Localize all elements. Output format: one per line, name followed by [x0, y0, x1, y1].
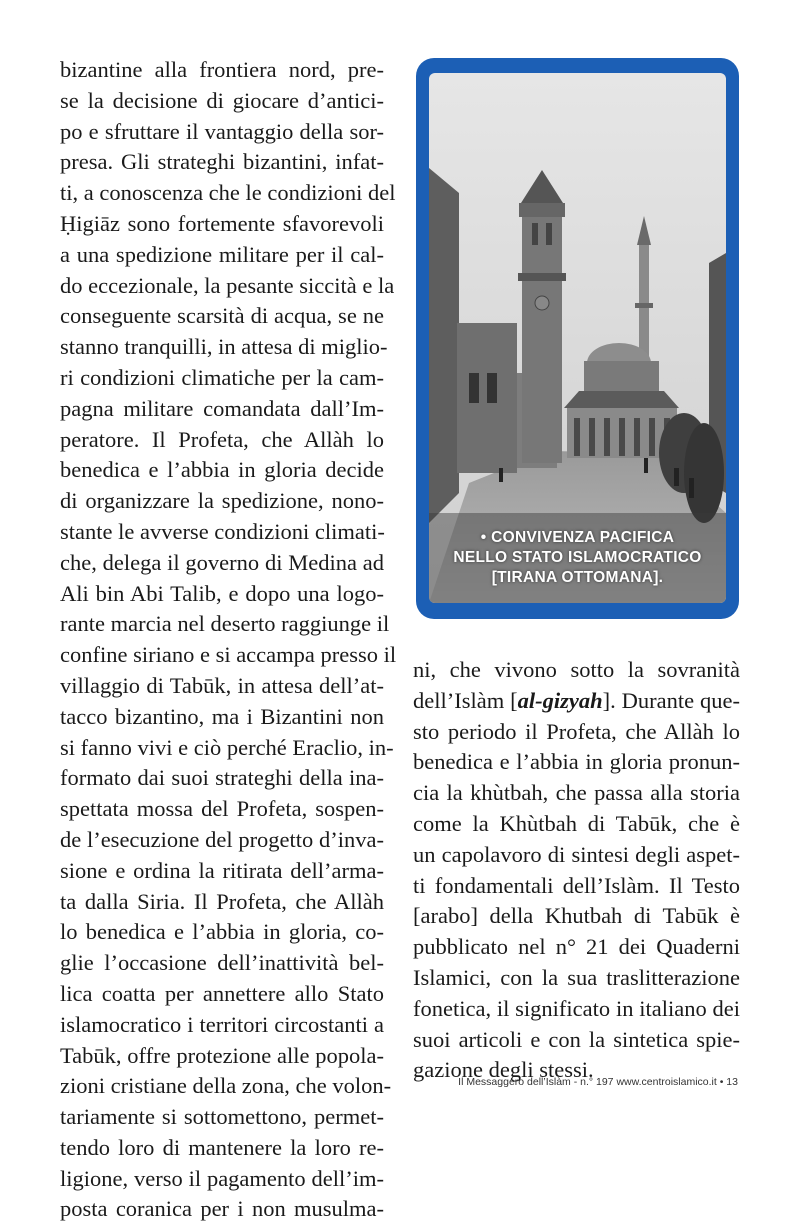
- mosque-street-illustration: [429, 73, 726, 603]
- text-line: se la decisione di giocare d’antici-: [60, 87, 384, 113]
- text-line: po e sfruttare il vantaggio della sor-: [60, 118, 384, 144]
- text-line: Ali bin Abi Talib, e dopo una logo-: [60, 580, 384, 606]
- text-line: ni, che vivono sotto la sovranità: [413, 657, 740, 682]
- text-line: gazione degli stessi.: [413, 1057, 594, 1083]
- text-line: suoi articoli e con la sintetica spie-: [413, 1026, 740, 1052]
- text-line: si fanno vivi e ciò perché Eraclio, in-: [60, 734, 394, 760]
- left-text-column: [60, 55, 397, 1225]
- text-line: ti, a conoscenza che le condizioni del: [60, 180, 396, 206]
- text-line: conseguente scarsità di acqua, se ne: [60, 303, 384, 329]
- text-line: tacco bizantino, ma i Bizantini non: [60, 703, 384, 729]
- text-line: lica coatta per annettere allo Stato: [60, 980, 384, 1006]
- text-line: ti fondamentali dell’Islàm. Il Testo: [413, 872, 740, 898]
- text-line: [413, 686, 740, 717]
- text-line: a una spedizione militare per il cal-: [60, 241, 384, 267]
- caption-line: • CONVIVENZA PACIFICA: [480, 529, 675, 546]
- text-line: stanno tranquilli, in attesa di miglio-: [60, 334, 388, 360]
- text-line: presa. Gli strateghi bizantini, infat-: [60, 149, 384, 175]
- text-line: stante le avverse condizioni climati-: [60, 518, 385, 544]
- text-line: pubblicato nel n° 21 dei Quaderni: [413, 934, 740, 960]
- text-line: bizantine alla frontiera nord, pre-: [60, 57, 384, 82]
- text-line: come la Khùtbah di Tabūk, che è: [413, 810, 740, 836]
- text-line: ligione, verso il pagamento dell’im-: [60, 1165, 384, 1191]
- text-line: tariamente si sottomettono, permet-: [60, 1104, 384, 1130]
- caption-line: [TIRANA OTTOMANA].: [491, 569, 664, 586]
- text-line: [arabo] della Khutbah di Tabūk è: [413, 903, 740, 929]
- text-line: rante marcia nel deserto raggiunge il: [60, 611, 390, 637]
- text-line: islamocratico i territori circostanti a: [60, 1011, 384, 1037]
- historical-photo-tirana: [429, 73, 726, 603]
- text-line: de l’esecuzione del progetto d’inva-: [60, 826, 384, 852]
- text-line: benedica e l’abbia in gloria pronun-: [413, 749, 740, 775]
- text-line: Islamici, con la sua traslitterazione: [413, 964, 740, 990]
- text-line: sto periodo il Profeta, che Allàh lo: [413, 718, 740, 744]
- text-line: formato dai suoi strateghi della ina-: [60, 765, 384, 791]
- photo-caption: [429, 528, 726, 588]
- text-line: Tabūk, offre protezione alle popola-: [60, 1042, 384, 1068]
- text-line: cia la khùtbah, che passa alla storia: [413, 780, 740, 806]
- caption-line: NELLO STATO ISLAMOCRATICO: [453, 549, 702, 566]
- text-line: fonetica, il significato in italiano dei: [413, 995, 740, 1021]
- text-line: confine siriano e si accampa presso il: [60, 642, 397, 668]
- text-fragment: ]. Durante que-: [602, 687, 740, 713]
- photo-frame: [416, 58, 739, 619]
- arabic-term: al-gizyah: [517, 687, 603, 713]
- text-line: glie l’occasione dell’inattività bel-: [60, 950, 384, 976]
- text-line: ta dalla Siria. Il Profeta, che Allàh: [60, 888, 384, 914]
- text-line: do eccezionale, la pesante siccità e la: [60, 272, 395, 298]
- text-line: villaggio di Tabūk, in attesa dell’at-: [60, 672, 384, 698]
- text-line: benedica e l’abbia in gloria decide: [60, 457, 384, 483]
- text-line: ri condizioni climatiche per la cam-: [60, 364, 384, 390]
- text-line: peratore. Il Profeta, che Allàh lo: [60, 426, 384, 452]
- text-line: posta coranica per i non musulma-: [60, 1196, 384, 1222]
- text-line: lo benedica e l’abbia in gloria, co-: [60, 919, 384, 945]
- text-line: pagna militare comandata dall’Im-: [60, 395, 384, 421]
- text-line: di organizzare la spedizione, nono-: [60, 488, 384, 514]
- right-text-column: [413, 655, 740, 1086]
- text-fragment: dell’Islàm [: [413, 687, 518, 713]
- text-line: sione e ordina la ritirata dell’arma-: [60, 857, 384, 883]
- text-line: spettata mossa del Profeta, sospen-: [60, 796, 384, 822]
- text-line: che, delega il governo di Medina ad: [60, 549, 384, 575]
- text-line: zioni cristiane della zona, che volon-: [60, 1073, 392, 1099]
- text-line: tendo loro di mantenere la loro re-: [60, 1134, 384, 1160]
- text-line: Ḥigiāz sono fortemente sfavorevoli: [60, 210, 384, 236]
- page-footer: Il Messaggero dell’Islàm - n.° 197 www.centroislamico.it • 13: [458, 1076, 738, 1088]
- right-text-lines: [413, 717, 740, 1087]
- text-line: un capolavoro di sintesi degli aspet-: [413, 841, 740, 867]
